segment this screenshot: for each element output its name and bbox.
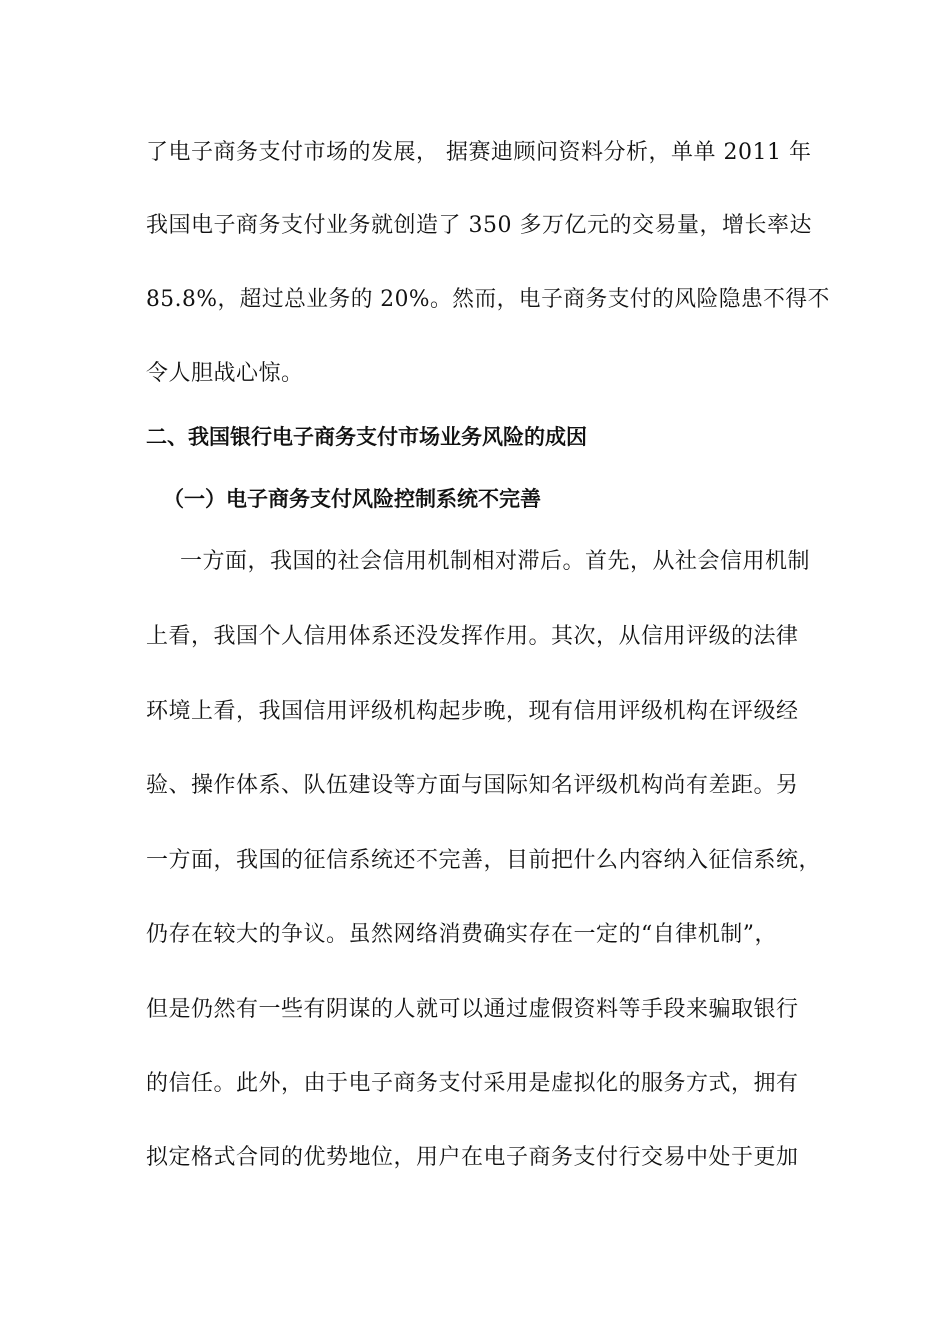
- paragraph-line: 了电子商务支付市场的发展， 据赛迪顾问资料分析，单单 2011 年: [146, 140, 812, 165]
- paragraph-line: 但是仍然有一些有阴谋的人就可以通过虚假资料等手段来骗取银行: [146, 997, 799, 1022]
- paragraph-line: 一方面，我国的征信系统还不完善，目前把什么内容纳入征信系统，: [146, 848, 822, 873]
- section-heading: 二、我国银行电子商务支付市场业务风险的成因: [146, 425, 587, 449]
- paragraph-line: 我国电子商务支付业务就创造了 350 多万亿元的交易量，增长率达: [146, 213, 812, 238]
- paragraph-line: 拟定格式合同的优势地位，用户在电子商务支付行交易中处于更加: [146, 1145, 799, 1170]
- paragraph-line: 验、操作体系、队伍建设等方面与国际知名评级机构尚有差距。另: [146, 773, 799, 798]
- paragraph-line: 仍存在较大的争议。虽然网络消费确实存在一定的“自律机制”，: [146, 922, 777, 947]
- paragraph-line: 一方面，我国的社会信用机制相对滞后。首先，从社会信用机制: [180, 549, 811, 574]
- paragraph-line: 上看，我国个人信用体系还没发挥作用。其次，从信用评级的法律: [146, 624, 799, 649]
- paragraph-line: 环境上看，我国信用评级机构起步晚，现有信用评级机构在评级经: [146, 699, 799, 724]
- subsection-heading: （一）电子商务支付风险控制系统不完善: [163, 487, 541, 511]
- paragraph-line: 的信任。此外，由于电子商务支付采用是虚拟化的服务方式，拥有: [146, 1071, 799, 1096]
- paragraph-line: 令人胆战心惊。: [146, 361, 304, 386]
- paragraph-line: 85.8%，超过总业务的 20%。然而，电子商务支付的风险隐患不得不: [146, 287, 830, 312]
